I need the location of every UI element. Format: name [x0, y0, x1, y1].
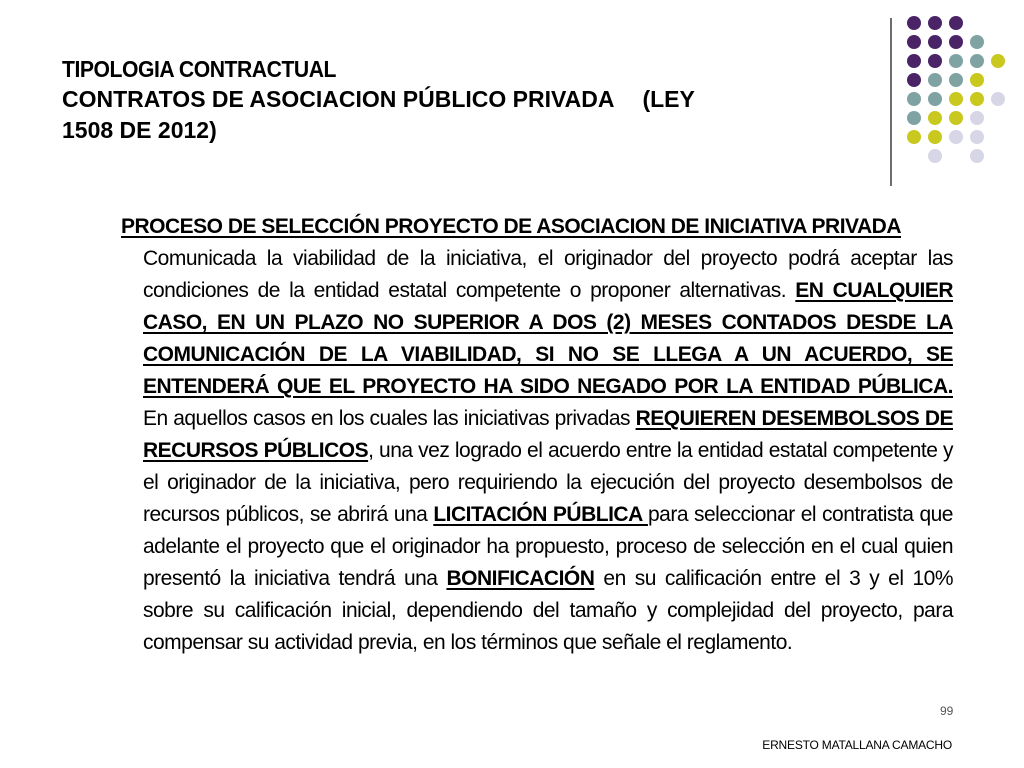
body-paragraph: [143, 243, 953, 659]
decorative-dot: [949, 35, 963, 49]
body-text: , una vez logrado el acuerdo entre la entidad estatal competente y el originador de la iniciativa, pero requiriendo la ejecución del proyecto desembolsos de recursos públicos, se abrirá una: [143, 439, 954, 526]
decorative-dot: [991, 92, 1005, 106]
slide-title: [62, 54, 862, 146]
decorative-dot: [970, 92, 984, 106]
decorative-dot: [949, 111, 963, 125]
decorative-dot: [949, 54, 963, 68]
emphasis-text: LICITACIÓN PÚBLICA: [433, 503, 648, 526]
decorative-dot: [970, 130, 984, 144]
decorative-dot: [928, 35, 942, 49]
decorative-dot: [970, 54, 984, 68]
emphasis-text: EN CUALQUIER CASO, EN UN PLAZO NO SUPERIOR A DOS (2) MESES CONTADOS DESDE LA COMUNICACIÓN DE LA VIABILIDAD, SI NO SE LLEGA A UN ACUERDO, SE ENTENDERÁ QUE EL PROYECTO HA SIDO NEGADO POR LA ENTIDAD PÚBLICA.: [143, 279, 953, 398]
footer-author: ERNESTO MATALLANA CAMACHO: [762, 738, 952, 752]
decorative-dot: [949, 130, 963, 144]
decorative-dot: [949, 92, 963, 106]
decorative-dot: [928, 149, 942, 163]
decorative-dot: [907, 111, 921, 125]
decorative-dot: [907, 73, 921, 87]
title-category: TIPOLOGIA CONTRACTUAL: [62, 56, 337, 82]
title-main: [62, 84, 862, 146]
decorative-dot: [928, 92, 942, 106]
emphasis-text: REQUIEREN DESEMBOLSOS DE RECURSOS PÚBLICOS: [143, 407, 953, 462]
decorative-dot: [970, 73, 984, 87]
decorative-divider: [890, 18, 892, 186]
section-heading: PROCESO DE SELECCIÓN PROYECTO DE ASOCIACION DE INICIATIVA PRIVADA: [121, 215, 901, 238]
decorative-dot: [928, 73, 942, 87]
title-main-line2: 1508 DE 2012): [62, 117, 217, 143]
decorative-dot: [970, 149, 984, 163]
decorative-dot: [970, 111, 984, 125]
decorative-dot: [907, 54, 921, 68]
decorative-dot: [907, 92, 921, 106]
decorative-dot: [970, 35, 984, 49]
decorative-dot-grid: [907, 16, 1017, 166]
title-main-line1-tail: (LEY: [642, 86, 695, 112]
page-number: 99: [940, 704, 954, 718]
decorative-dot: [928, 16, 942, 30]
decorative-dot: [928, 111, 942, 125]
decorative-dot: [907, 16, 921, 30]
title-main-line1: CONTRATOS DE ASOCIACION PÚBLICO PRIVADA: [62, 86, 615, 112]
emphasis-text: BONIFICACIÓN: [446, 567, 595, 590]
slide-body: [121, 211, 954, 659]
body-text: En aquellos casos en los cuales las iniciativas privadas: [143, 407, 636, 430]
decorative-dot: [991, 54, 1005, 68]
decorative-dot: [949, 73, 963, 87]
body-text: Comunicada la viabilidad de la iniciativa, el originador del proyecto podrá aceptar las condiciones de la entidad estatal competente o proponer alternativas.: [143, 247, 953, 302]
body-text: en su calificación entre el 3 y el 10% sobre su calificación inicial, dependiendo del tamaño y complejidad del proyecto, para compensar su actividad previa, en los términos que señale el reglamento.: [143, 567, 953, 654]
decorative-dot: [949, 16, 963, 30]
body-text: para seleccionar el contratista que adelante el proyecto que el originador ha propuesto, proceso de selección en el cual quien presentó la iniciativa tendrá una: [143, 503, 953, 590]
decorative-dot: [907, 130, 921, 144]
decorative-dot: [928, 130, 942, 144]
decorative-dot: [928, 54, 942, 68]
decorative-dot: [907, 35, 921, 49]
